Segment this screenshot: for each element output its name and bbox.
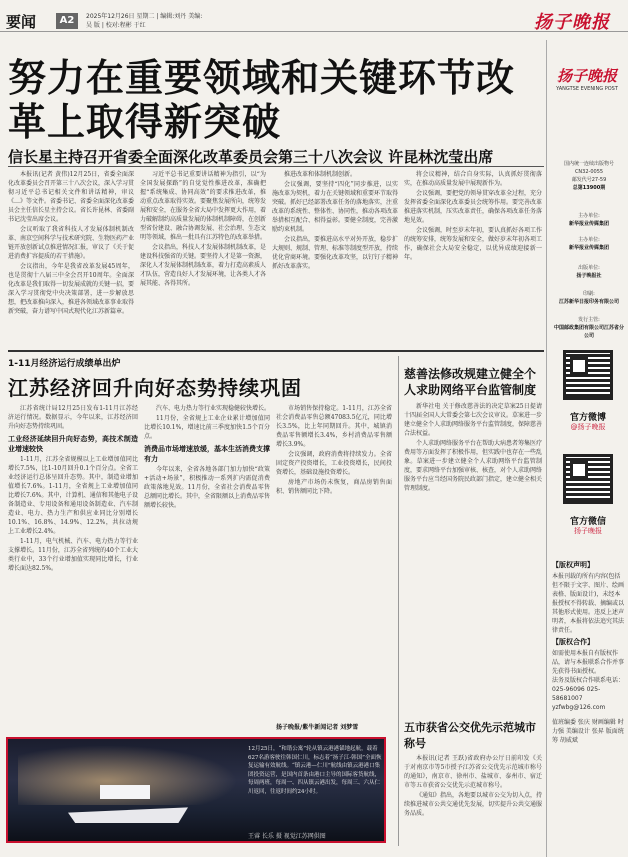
owner-info: 出版单位: 扬子晚报社 xyxy=(576,265,602,279)
section-label: 要闻 xyxy=(6,13,37,31)
econ-title: 江苏经济回升向好态势持续巩固 xyxy=(8,376,302,400)
brand-logo: 扬子晚报 xyxy=(534,12,610,33)
econ-subheading-1: 工业经济延续回升向好态势，高技术制造业增速较快 xyxy=(8,435,138,453)
copyright-declaration: 【版权声明】 本报刊载的所有内容(包括但不限于文字、图片、绘画表格、版面设计)，未经本报授权不得转载、摘编或以其他形式使用。违反上述声明者，本报将依法追究其法律责任。 【版权合作】 如需使用本报自有版权作品，请与本报联系合作并事先获得书面授权。 法务及版权合作联系电话：025-96096 025-58681007 yzfwbg@126.com 值班编委 张庆 财画编辑 时力强 美编设计 张昇 版面统筹 胡威斌 xyxy=(552,561,625,744)
weibo-handle: @扬子晚报 xyxy=(570,423,606,431)
sponsor-info: 主办单位: 新华报业传媒集团 xyxy=(568,213,609,227)
article-title-charity: 慈善法修改规建立健全个人求助网络平台监管制度 xyxy=(404,367,537,397)
section-divider xyxy=(8,350,544,352)
article-body-transit: 本报讯(记者 王跃)省政府办公厅日前印发《关于对南京市等5市授予江苏省公交优先示范城市称号的通知》，南京市、徐州市、盐城市、泰州市、宿迁市等五市获省公交优先示范城市称号。 《通知》指出，各地要以城市公交为切入点，持续推进城市公共交通优先发展，切实提升公共交通服务品质。 xyxy=(404,755,542,817)
ship-deck xyxy=(100,785,150,799)
wechat-handle: 扬子晚报 xyxy=(574,527,602,535)
econ-subheading-2: 消费品市场增速放缓，基本生活消费支撑有力 xyxy=(144,445,270,463)
econ-byline: 扬子晚报/紫牛新闻记者 刘梦雪 xyxy=(276,724,359,731)
article-body-charity: 新华社电 关于修改慈善法的决定草案25日提请十四届全国人大常委会第七次会议审议。草案进一步建立健全个人求助网络服务平台监管制度，保障慈善合法权益。 个人求助网络服务平台在帮助大病患者筹集医疗费用等方面发挥了积极作用，但实践中也存在一些乱象。草案进一步建立健全个人求助网络平台监管制度，要求网络平台加强审核、核查，对个人求助网络服务平台应当经国务院民政部门指定，建立健全相关管理制度。 xyxy=(404,403,542,492)
logo-text: 扬子晚报 xyxy=(556,67,617,85)
print-info: 印刷: 江苏新华日报印务有限公司 xyxy=(558,291,619,305)
econ-column-3: 市场销售保持稳定。1-11月，江苏全省社会消费品零售总额47083.5亿元，同比增长3.5%，比上年同期回升。其中，城镇消费品零售额增长3.4%，乡村消费品零售额增长3.9%。 会议强调，政府消费将持续发力。全省固定资产投资增长，工业投资增长，民间投资增长，基础设施投资增长。 房地产市场仍未恢复，商品房销售面积、销售额同比下降。 xyxy=(276,405,392,495)
weibo-label: 官方微博 xyxy=(569,413,606,423)
distribution-info: 发行主管: 中国邮政集团有限公司江苏省分公司 xyxy=(553,317,624,339)
publication-codes: 国内统一连续出版物号 CN32-0055 邮发代号27-59 总第13900期 xyxy=(563,161,614,191)
main-headline: 努力在重要领域和关键环节改革上取得新突破 xyxy=(8,56,516,144)
column-divider xyxy=(398,356,399,846)
publisher-info: 主办单位: 新华报业传媒集团 xyxy=(568,237,609,251)
lead-column-3: 推进改革和体制机制创新。 会议强调，要坚持“四化”同步推进，以实施改革为契机，着力在关键领域和重要环节取得突破。抓好已经部署改革任务的落地落实，注重改革的系统性、整体性、协同性，推动各项改革举措相互配合、相得益彰。要健全制度，完善激励约束机制。 会议指出，要推进高水平对外开放，稳步扩大规则、规制、管理、标准等制度型开放，持续优化营商环境。要强化改革攻坚，以钉钉子精神抓好改革落实。 xyxy=(272,171,398,270)
logo-english: YANGTSE EVENING POST xyxy=(556,86,618,92)
wechat-label: 官方微信 xyxy=(569,517,606,527)
lead-column-1: 本报讯(记者 黄伟)12月25日，省委全面深化改革委员会召开第三十八次会议，深入学习贯彻习近平总书记相关文件和讲话精神，审议《…》等文件。省委书记、省委全面深化改革委员会主任信长星主持会议。省长许昆林、省委副书记沈莹出席会议。 会议听取了我省科技人才发展体制机制改革、南京空间科学与技术研究院、生物医药产业链开放创新试点推进情况汇报，审议了《关于促进消费扩容提质的若干措施》。 会议指出，今年是我省改革发展45周年，也是贯彻十八届三中全会召开10周年。全面深化改革是我们取得一切发展成就的关键一招，要深入学习贯彻党中央决策部署，进一步解放思想，把改革推向深入，推进各领域改革事业取得新突破，奋力谱写中国式现代化江苏新篇章。 xyxy=(8,171,134,315)
lead-column-2: 习近平总书记重要讲话精神为指引，以“为全国发展探路”的自觉觉性推进改革，准确把握“系统集成、协同高效”的要求推进改革，推动重点改革取得实效。要聚焦发展所向，统筹发展和安全，在服务全省大局中发挥更大作用，着力破解制约高质量发展的体制机制障碍，在创新型省份建设、融合协调发展、社会治理、生态文明等领域，推出一批具有江苏特色的改革举措。 会议指出，科技人才发展体制机制改革，是建设科技强省的关键。要坚持人才是第一资源，深化人才发展体制机制改革，着力打造高素质人才队伍，营造良好人才发展环境，让各类人才各展其能、各得其所。 xyxy=(140,171,266,287)
header-meta: 2025年12月26日 星期二 | 编辑:刘丹 美编:吴 版 | 校对:程彬 于红 xyxy=(86,13,203,29)
article-title-transit: 五市获省公交优先示范城市称号 xyxy=(404,721,536,750)
weibo-qr-code xyxy=(563,350,613,400)
econ-kicker: 1-11月经济运行成绩单出炉 xyxy=(8,359,121,369)
page-header xyxy=(0,4,628,32)
main-subhead: 信长星主持召开省委全面深化改革委员会第三十八次会议 许昆林沈莹出席 xyxy=(8,148,494,166)
lead-column-4: 将会议精神，结合自身实际，认真抓好贯彻落实，在推动高质量发展中展现新作为。 会议强调，要把党的领导贯穿改革全过程，充分发挥省委全面深化改革委员会统筹作用。要完善改革推进落实机制，压实改革责任，确保各项改革任务落地见效。 会议强调，时至岁末年初，要认真抓好各项工作的统筹安排，统筹发展和安全，做好岁末年初各项工作，确保社会大局安全稳定，以优异成绩迎接新一年。 xyxy=(404,171,542,261)
masthead-logo xyxy=(551,52,623,140)
page-number: A2 xyxy=(56,13,78,29)
econ-column-2: 汽车、电力热力等行业实现稳健较快增长。 11月份，全省规上工业企业累计增加值同比增长10.1%，增速比前三季度加快1.5个百分点。 消费品市场增速放缓，基本生活消费支撑有力 今年以来，全省各地各部门加力加快“政策+活动+场景”，积极推动一系列扩内需促消费政策落地见效。11月份，全省社会消费品零售总额同比增长。其中，全省限额以上消费品零售额增长较快。 xyxy=(144,405,270,509)
harbor-photo xyxy=(6,737,386,843)
photo-caption: 12月25日，“和谐公寓”轮从镇云港港锚地起航，载着627名游客驶往韩国仁川，标志着“扬子江-韩国”全面恢复运输有效航线。“镇云港—仁川”航线由镇云港港口集团投资运营，是国内首条由港口主导的国际客货航线，每周两班，每周一、四从镇云港出发，每周三、六从仁川返回，往返时间约24小时。 xyxy=(248,746,382,795)
divider xyxy=(8,166,544,167)
photo-credit: 王睿 长乐 摄 视觉江苏网供图 xyxy=(248,833,326,840)
wechat-qr-code xyxy=(563,454,613,504)
econ-column-1: 江苏省统计局12月25日发布1-11月江苏经济运行情况。数据显示，今年以来，江苏经济回升向好态势持续巩固。 工业经济延续回升向好态势，高技术制造业增速较快 1-11月，江苏全省规模以上工业增加值同比增长7.5%，比1-10月回升0.1个百分点。全省工业经济运行总体呈回升态势。其中，制造业增加值增长7.6%。1-11月，全省规上工业增加值同比增长7.6%。其中，计算机、通信和其他电子设备制造业、专用设备和通用设备制造业、汽车制造业、电力、热力生产和供应业同比分别增长10.1%、16.8%、14.9%、12.2%，共拉动规上工业增长2.4%。 1-11月，电气机械、汽车、电力热力等行业支撑增长。11月份，江苏全省列统的40个工业大类行业中，33个行业增加值实现同比增长，行业增长面达82.5%。 xyxy=(8,405,138,572)
